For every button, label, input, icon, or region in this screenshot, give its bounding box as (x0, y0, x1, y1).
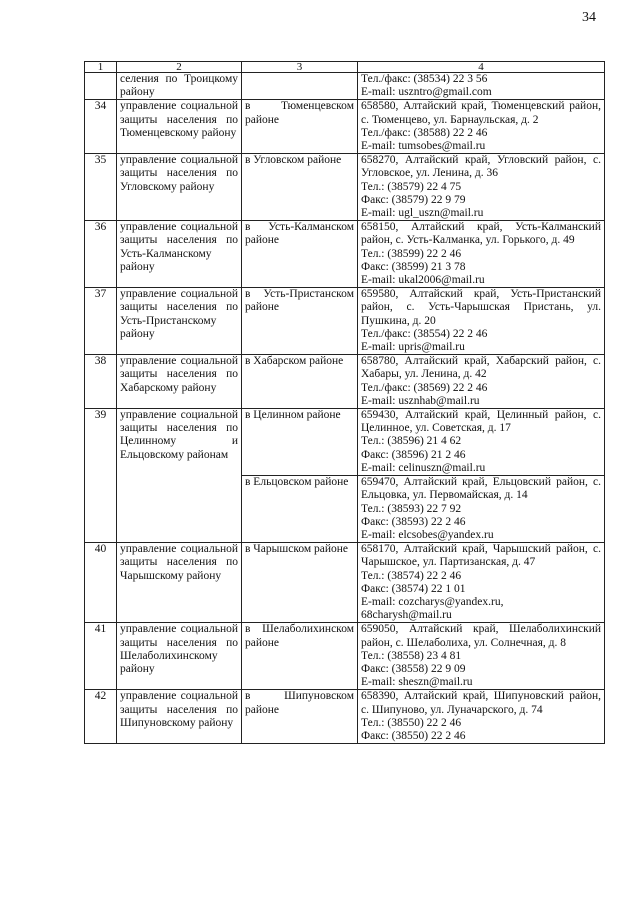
district-name: в Целинном районе (242, 409, 358, 476)
phone-line: Тел./факс: (38569) 22 2 46 (361, 381, 488, 394)
organization-name: управление социальной защиты населения по Целинному и Ельцовскому районам (117, 409, 242, 543)
table-row (85, 355, 605, 409)
district-name: в Шипуновском районе (242, 690, 358, 744)
contact-info (358, 288, 605, 355)
page-number: 34 (582, 10, 596, 25)
phone-line: Факс: (38596) 21 2 46 (361, 448, 466, 461)
contact-info (358, 690, 605, 744)
address-text: 658150, Алтайский край, Усть-Калманский район, с. Усть-Калманка, ул. Горького, д. 49 (361, 221, 601, 247)
organization-name: управление социальной защиты населения по Угловскому району (117, 154, 242, 221)
table-row (85, 154, 605, 221)
district-name: в Ельцовском районе (242, 476, 358, 543)
organization-name: управление социальной защиты населения по Чарышскому району (117, 543, 242, 623)
offices-table-body (85, 62, 605, 744)
phone-line: Тел./факс: (38588) 22 2 46 (361, 126, 488, 139)
email-line: E-mail: sheszn@mail.ru (361, 676, 473, 689)
phone-line: Тел.: (38596) 21 4 62 (361, 435, 462, 448)
row-number: 41 (85, 623, 117, 690)
phone-line: Факс: (38574) 22 1 01 (361, 582, 466, 595)
row-number: 36 (85, 221, 117, 288)
row-number: 38 (85, 355, 117, 409)
organization-name: управление социальной защиты населения по Усть-Калманскому району (117, 221, 242, 288)
row-number: 34 (85, 100, 117, 154)
organization-name: управление социальной защиты населения по Шелаболихинскому району (117, 623, 242, 690)
contact-info (358, 355, 605, 409)
phone-line: Тел./факс: (38554) 22 2 46 (361, 327, 488, 340)
contact-info (358, 100, 605, 154)
district-name: в Шелаболихинском районе (242, 623, 358, 690)
district-name: в Хабарском районе (242, 355, 358, 409)
address-text: 659430, Алтайский край, Целинный район, с. Целинное, ул. Советская, д. 17 (361, 409, 601, 435)
table-row (85, 543, 605, 623)
table-row (85, 221, 605, 288)
district-name: в Угловском районе (242, 154, 358, 221)
email-line: E-mail: elcsobes@yandex.ru (361, 528, 494, 541)
district-name: в Чарышском районе (242, 543, 358, 623)
email-line: E-mail: celinuszn@mail.ru (361, 461, 486, 474)
address-text: 658780, Алтайский край, Хабарский район, с. Хабары, ул. Ленина, д. 42 (361, 355, 601, 381)
organization-name: управление социальной защиты населения по Усть-Пристанскому району (117, 288, 242, 355)
address-text: 658170, Алтайский край, Чарышский район, с. Чарышское, ул. Партизанская, д. 47 (361, 543, 601, 569)
phone-line: Факс: (38558) 22 9 09 (361, 662, 466, 675)
contact-info (358, 73, 605, 100)
organization-name: управление социальной защиты населения по Шипуновскому району (117, 690, 242, 744)
contact-info (358, 409, 605, 476)
phone-line: Тел./факс: (38534) 22 3 56 (361, 73, 488, 85)
phone-line: Факс: (38550) 22 2 46 (361, 729, 466, 742)
phone-line: Тел.: (38550) 22 2 46 (361, 716, 462, 729)
address-text: 659580, Алтайский край, Усть-Пристанский район, с. Усть-Чарышская Пристань, ул. Пушкина, д. 20 (361, 288, 601, 327)
contact-info (358, 221, 605, 288)
header-col-3: 3 (242, 62, 358, 73)
phone-line: Тел.: (38558) 23 4 81 (361, 649, 462, 662)
row-number: 37 (85, 288, 117, 355)
organization-name: управление социальной защиты населения по Хабарскому району (117, 355, 242, 409)
table-row (85, 409, 605, 476)
email-line: E-mail: tumsobes@mail.ru (361, 140, 486, 153)
phone-line: Факс: (38593) 22 2 46 (361, 515, 466, 528)
email-line: E-mail: cozcharys@yandex.ru, (361, 595, 504, 608)
district-name: в Тюменцевском районе (242, 100, 358, 154)
email-line: E-mail: usznhab@mail.ru (361, 394, 480, 407)
address-text: 658580, Алтайский край, Тюменцевский район, с. Тюменцево, ул. Барнаульская, д. 2 (361, 100, 601, 126)
row-number (85, 73, 117, 100)
district-name: в Усть-Калманском районе (242, 221, 358, 288)
address-text: 658270, Алтайский край, Угловский район, с. Угловское, ул. Ленина, д. 36 (361, 154, 601, 180)
address-text: 658390, Алтайский край, Шипуновский район, с. Шипуново, ул. Луначарского, д. 74 (361, 690, 601, 716)
table-row (85, 100, 605, 154)
phone-line: Тел.: (38599) 22 2 46 (361, 247, 462, 260)
contact-info (358, 543, 605, 623)
table-row (85, 73, 605, 100)
header-col-4: 4 (358, 62, 605, 73)
row-number: 42 (85, 690, 117, 744)
phone-line: Факс: (38599) 21 3 78 (361, 260, 466, 273)
contact-info (358, 476, 605, 543)
email-line: E-mail: ukal2006@mail.ru (361, 274, 485, 287)
email-line: 68charysh@mail.ru (361, 609, 452, 622)
table-row (85, 690, 605, 744)
phone-line: Тел.: (38574) 22 2 46 (361, 569, 462, 582)
address-text: 659470, Алтайский край, Ельцовский район, с. Ельцовка, ул. Первомайская, д. 14 (361, 476, 601, 502)
row-number: 40 (85, 543, 117, 623)
row-number: 35 (85, 154, 117, 221)
table-header-row (85, 62, 605, 73)
table-row (85, 623, 605, 690)
offices-table (84, 61, 605, 744)
email-line: E-mail: upris@mail.ru (361, 341, 465, 354)
address-text: 659050, Алтайский край, Шелаболихинский район, с. Шелаболиха, ул. Солнечная, д. 8 (361, 623, 601, 649)
contact-info (358, 623, 605, 690)
header-col-1: 1 (85, 62, 117, 73)
email-line: E-mail: ugl_uszn@mail.ru (361, 207, 484, 220)
phone-line: Факс: (38579) 22 9 79 (361, 193, 466, 206)
phone-line: Тел.: (38593) 22 7 92 (361, 502, 462, 515)
district-name (242, 73, 358, 100)
organization-name: управление социальной защиты населения по Тюменцевскому району (117, 100, 242, 154)
phone-line: Тел.: (38579) 22 4 75 (361, 180, 462, 193)
table-row (85, 288, 605, 355)
header-col-2: 2 (117, 62, 242, 73)
district-name: в Усть-Пристанском районе (242, 288, 358, 355)
email-line: E-mail: uszntro@gmail.com (361, 86, 492, 99)
organization-name: селения по Троицкому району (117, 73, 242, 100)
row-number: 39 (85, 409, 117, 543)
contact-info (358, 154, 605, 221)
